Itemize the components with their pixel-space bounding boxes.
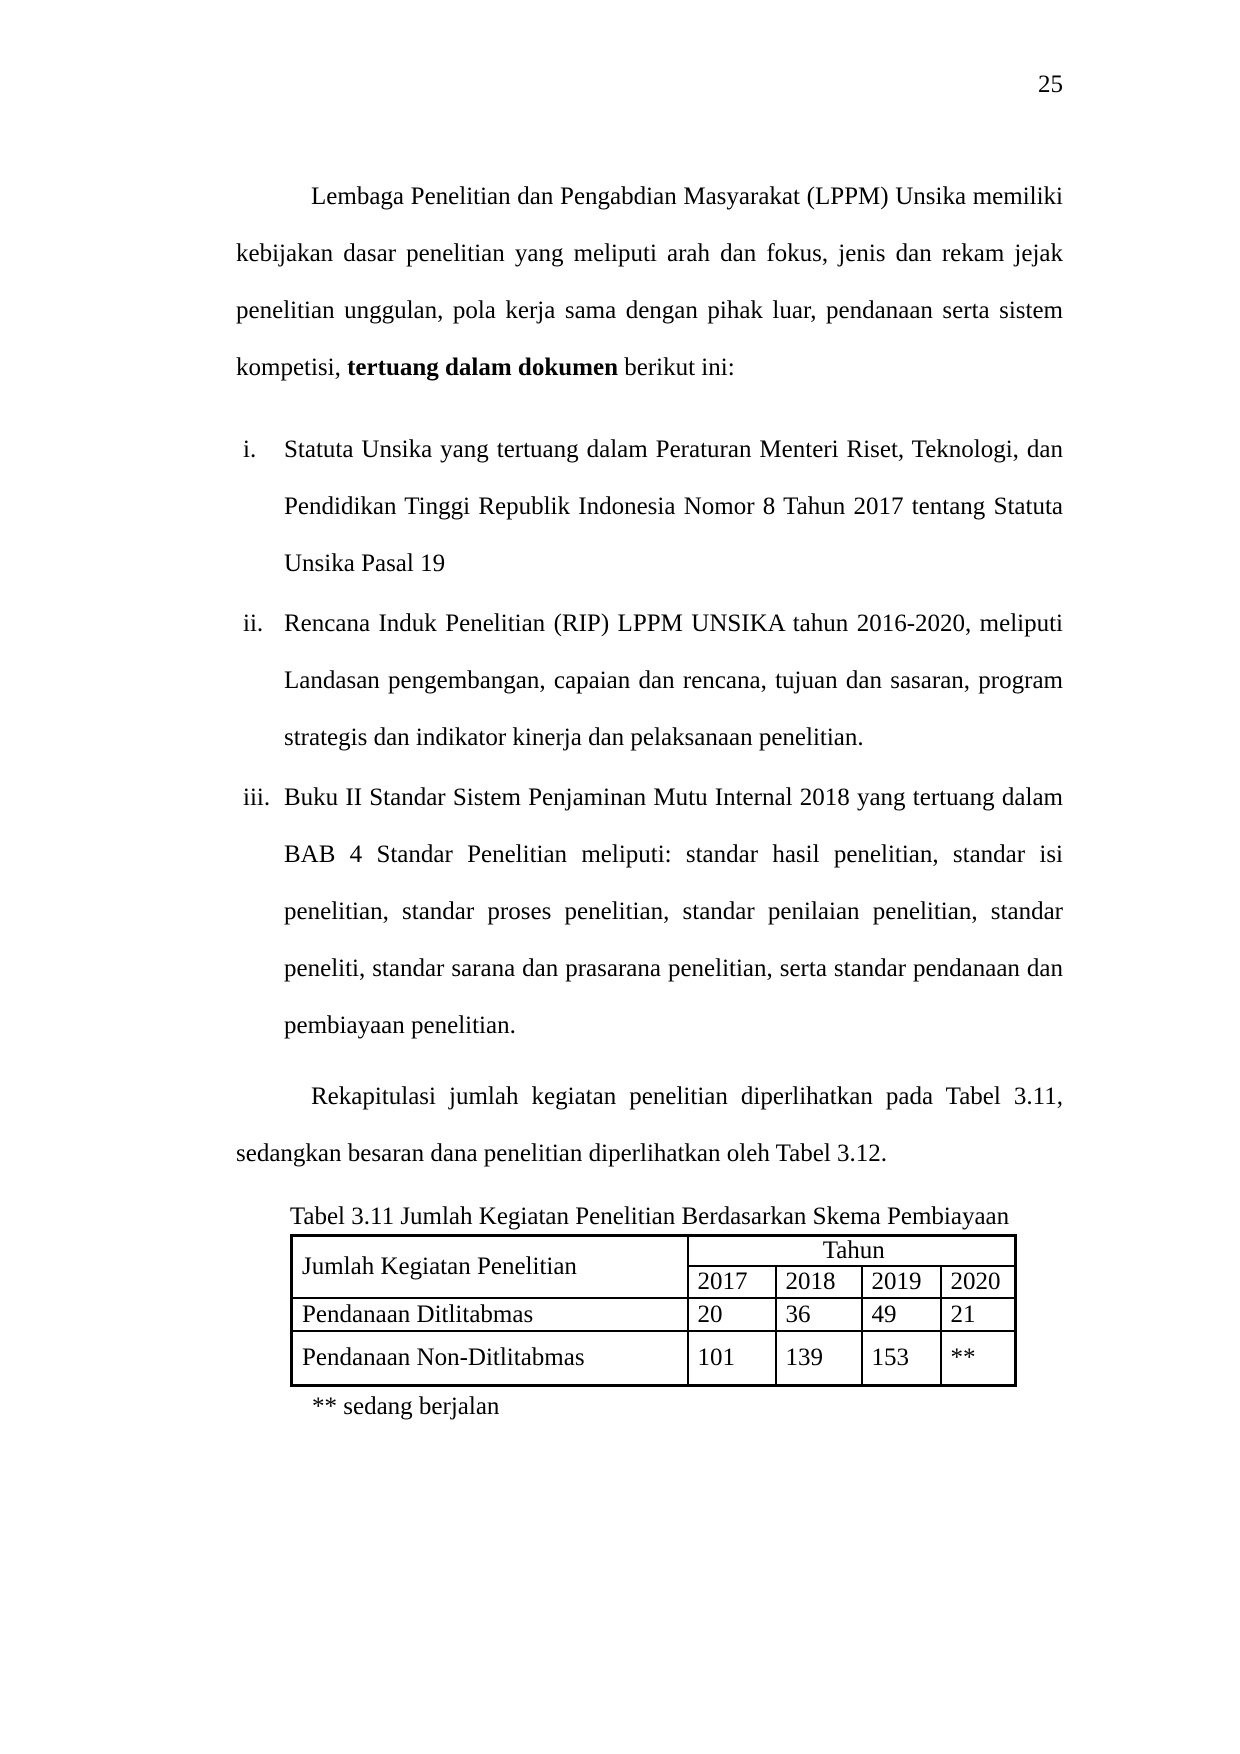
list-item-iii	[236, 769, 1063, 1054]
text-line: Lembaga Penelitian dan Pengabdian Masyarakat (LPPM) Unsika memiliki	[311, 183, 1063, 210]
bold-text-segment: tertuang dalam dokumen	[347, 354, 618, 381]
text-line: BAB 4 Standar Penelitian meliputi: standar hasil penelitian, standar isi	[284, 841, 1063, 868]
text-line	[236, 339, 1063, 396]
table-row	[292, 1331, 1016, 1385]
text-line: Rekapitulasi jumlah kegiatan penelitian diperlihatkan pada Tabel 3.11,	[311, 1083, 1063, 1110]
text-line: pembiayaan penelitian.	[284, 1012, 516, 1039]
year-header: 2020	[941, 1266, 1016, 1298]
table-row	[292, 1298, 1016, 1331]
cell-value: 49	[862, 1298, 941, 1331]
cell-value: 21	[941, 1298, 1016, 1331]
cell-value: **	[941, 1331, 1016, 1385]
text-line: Pendidikan Tinggi Republik Indonesia Nomor 8 Tahun 2017 tentang Statuta	[284, 493, 1063, 520]
row-label: Pendanaan Non-Ditlitabmas	[292, 1331, 688, 1385]
cell-value: 101	[688, 1331, 776, 1385]
cell-value: 36	[776, 1298, 862, 1331]
text-segment: kompetisi,	[236, 354, 348, 381]
table-footnote: ** sedang berjalan	[312, 1392, 500, 1420]
cell-value: 153	[862, 1331, 941, 1385]
text-line: Buku II Standar Sistem Penjaminan Mutu Internal 2018 yang tertuang dalam	[284, 784, 1063, 811]
text-segment: berikut ini:	[617, 354, 735, 381]
text-line: penelitian unggulan, pola kerja sama dengan pihak luar, pendanaan serta sistem	[236, 297, 1063, 324]
row-label: Pendanaan Ditlitabmas	[292, 1298, 688, 1331]
numbered-list	[236, 421, 1063, 1054]
cell-value: 139	[776, 1331, 862, 1385]
list-marker: ii.	[243, 610, 264, 637]
list-marker: i.	[243, 436, 257, 463]
list-item-ii	[236, 595, 1063, 766]
table-caption: Tabel 3.11 Jumlah Kegiatan Penelitian Berdasarkan Skema Pembiayaan	[289, 1203, 1010, 1230]
text-line: peneliti, standar sarana dan prasarana penelitian, serta standar pendanaan dan	[284, 955, 1063, 982]
year-header: 2019	[862, 1266, 941, 1298]
text-line: Rencana Induk Penelitian (RIP) LPPM UNSIKA tahun 2016-2020, meliputi	[284, 610, 1063, 637]
list-marker: iii.	[243, 784, 271, 811]
year-header: 2018	[776, 1266, 862, 1298]
page-number: 25	[1038, 71, 1063, 98]
cell-value: 20	[688, 1298, 776, 1331]
table-corner-header: Jumlah Kegiatan Penelitian	[292, 1236, 688, 1299]
text-line: strategis dan indikator kinerja dan pelaksanaan penelitian.	[284, 724, 864, 751]
text-line: penelitian, standar proses penelitian, standar penilaian penelitian, standar	[284, 898, 1063, 925]
list-item-i	[236, 421, 1063, 592]
text-line: sedangkan besaran dana penelitian diperlihatkan oleh Tabel 3.12.	[236, 1140, 888, 1167]
text-line: kebijakan dasar penelitian yang meliputi arah dan fokus, jenis dan rekam jejak	[236, 240, 1063, 267]
table-header-row-group	[292, 1236, 1016, 1267]
closing-paragraph	[236, 1068, 1063, 1182]
year-header: 2017	[688, 1266, 776, 1298]
research-activities-table	[290, 1234, 1017, 1387]
text-line: Statuta Unsika yang tertuang dalam Peraturan Menteri Riset, Teknologi, dan	[284, 436, 1063, 463]
text-line: Landasan pengembangan, capaian dan rencana, tujuan dan sasaran, program	[284, 667, 1063, 694]
intro-paragraph	[236, 168, 1063, 396]
text-line: Unsika Pasal 19	[284, 550, 446, 577]
year-group-header: Tahun	[688, 1236, 1016, 1267]
